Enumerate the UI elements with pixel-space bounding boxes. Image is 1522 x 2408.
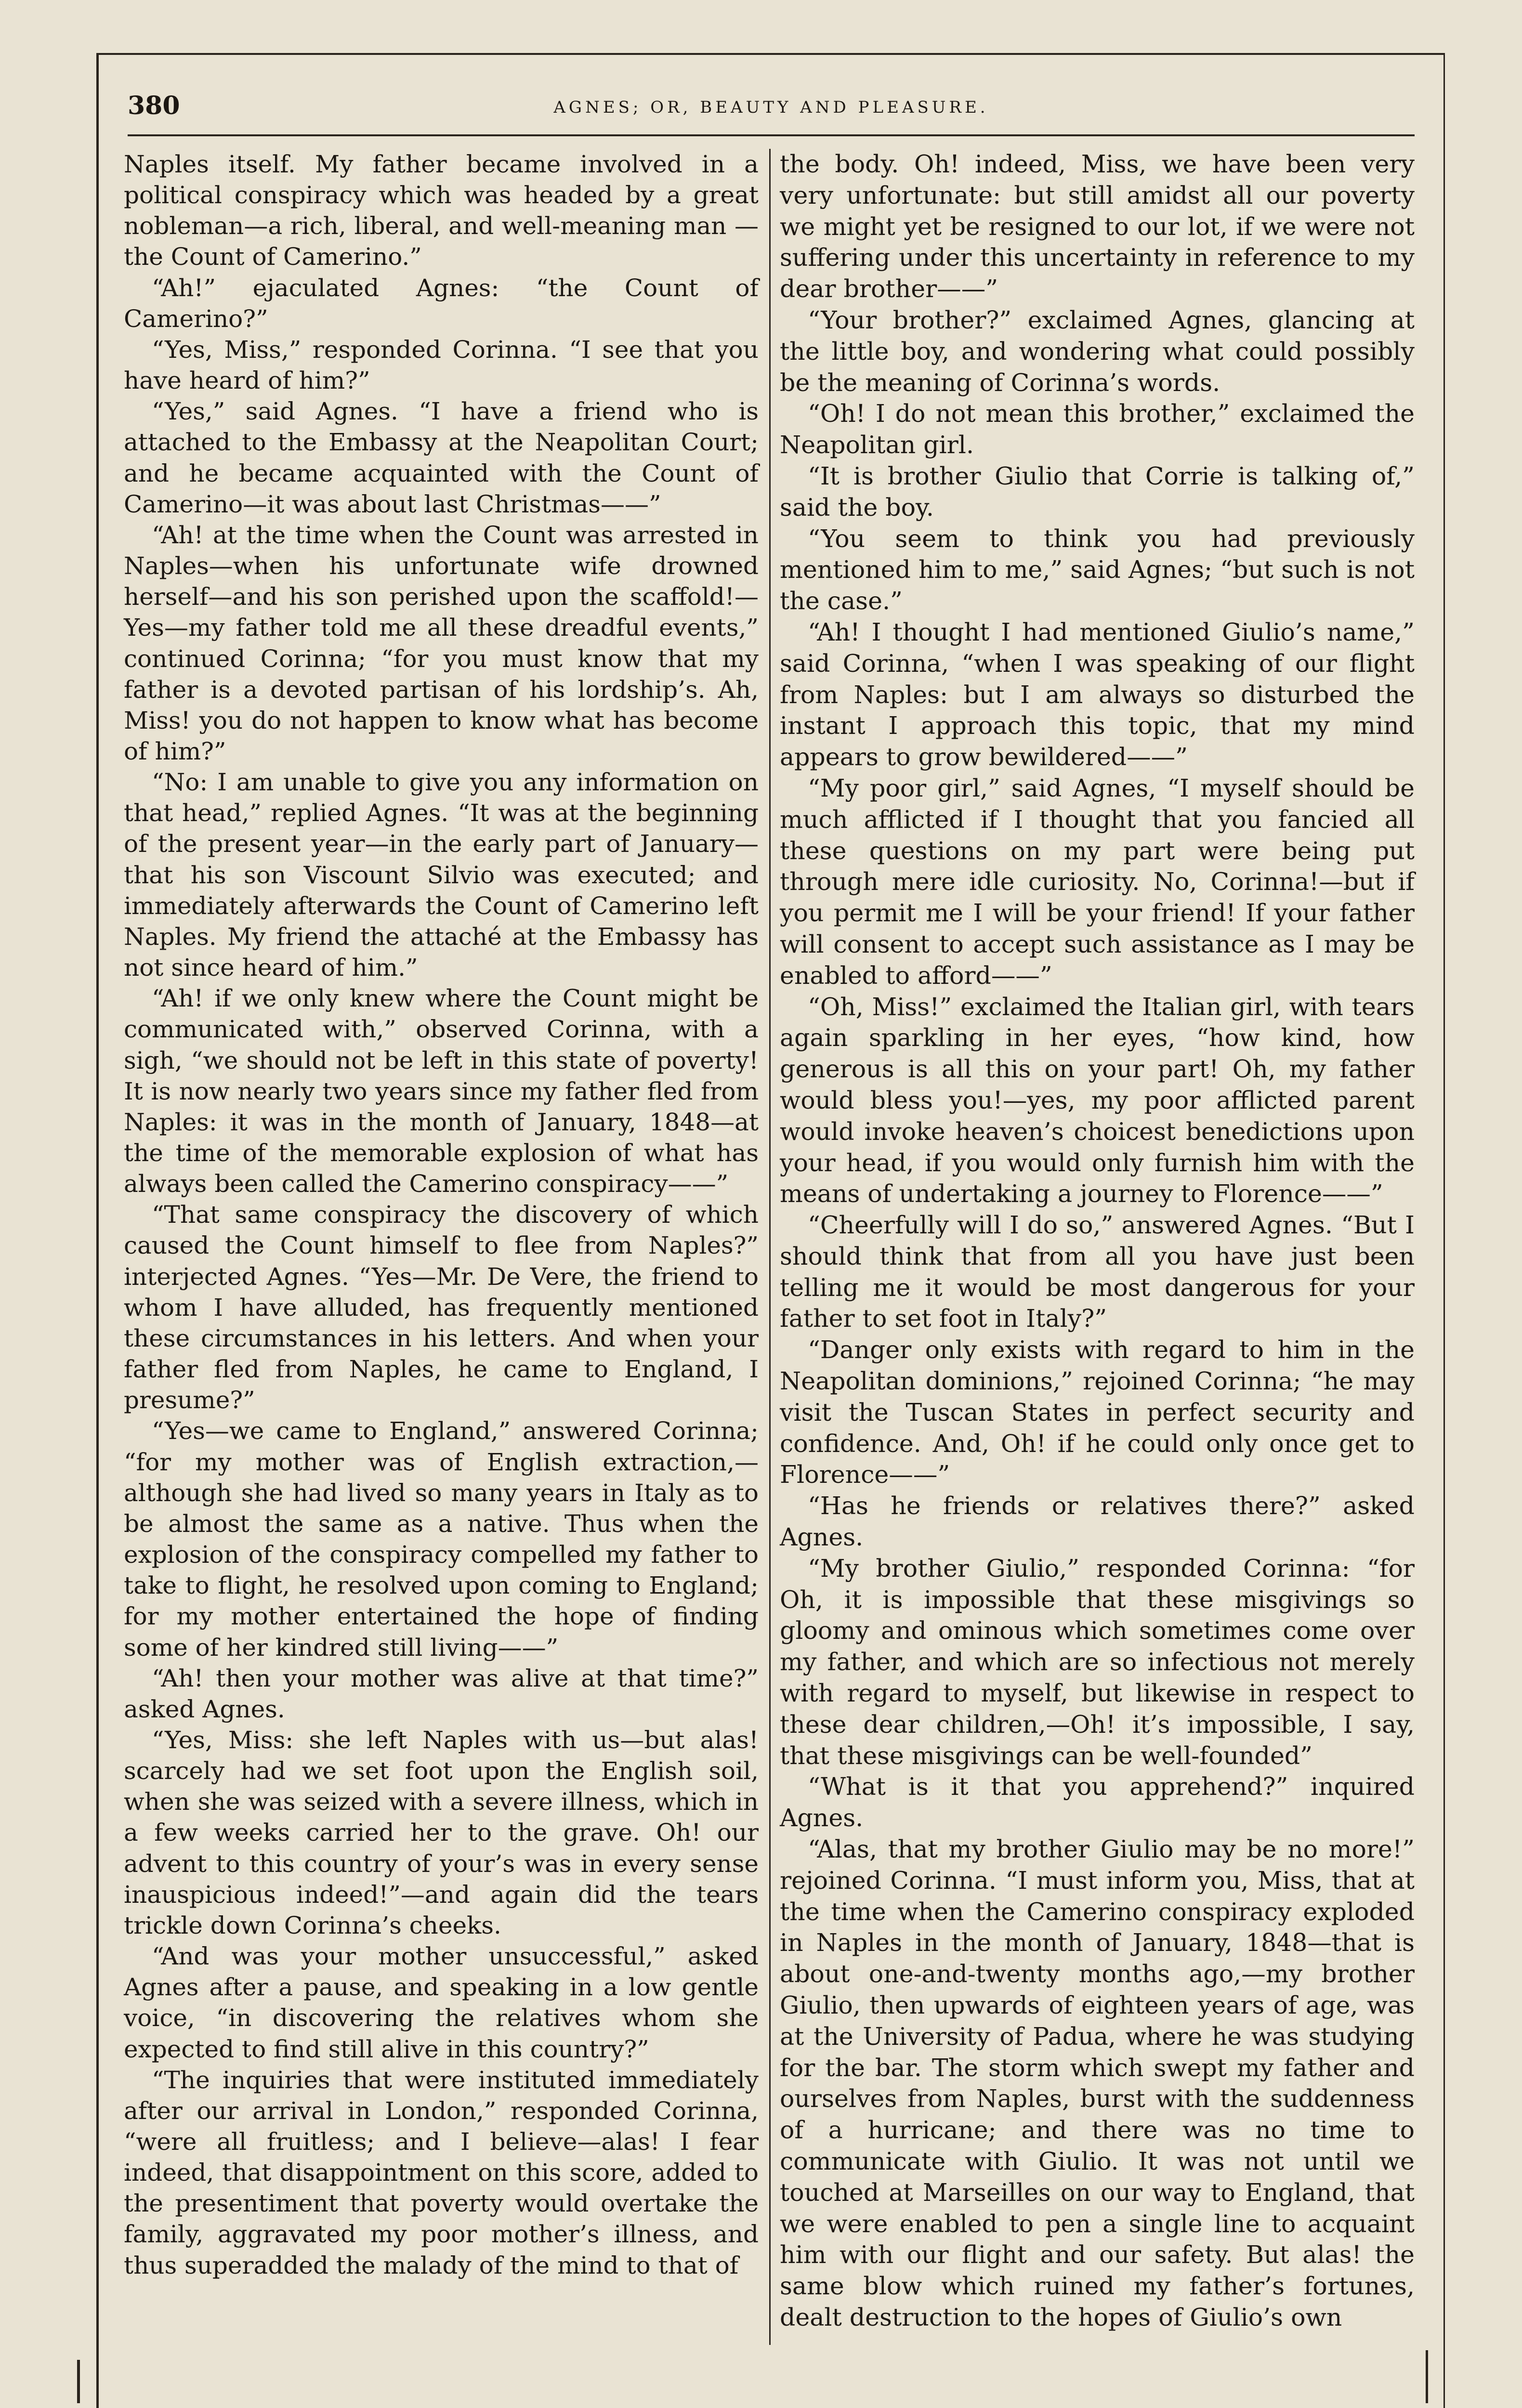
paragraph: “Ah! then your mother was alive at that time?” asked Agnes. xyxy=(124,1664,759,1723)
paragraph: “Danger only exists with regard to him in the Neapolitan dominions,” rejoined Corinna; “he may visit the Tuscan States in perfect security and confidence. And, Oh! if he could only once get to Florence——” xyxy=(780,1335,1415,1489)
paragraph: “That same conspiracy the discovery of which caused the Count himself to flee from Naples?” interjected Agnes. “Yes—Mr. De Vere, the friend to whom I have alluded, has frequently mentioned these circumstances in his letters. And when your father fled from Naples, he came to England, I presume?” xyxy=(124,1201,759,1414)
paragraph: “Yes,” said Agnes. “I have a friend who is attached to the Embassy at the Neapolitan Court; and he became acquainted with the Count of Camerino—it was about last Christmas——” xyxy=(124,397,759,518)
left-edge-mark xyxy=(77,2360,80,2403)
paragraph: “My poor girl,” said Agnes, “I myself should be much afflicted if I thought that you fancied all these questions on my part were being put through mere idle curiosity. No, Corinna!—but if you permit me I will be your friend! If your father will consent to accept such assistance as I may be enabled to afford——” xyxy=(780,773,1415,990)
paragraph: “Ah! I thought I had mentioned Giulio’s name,” said Corinna, “when I was speaking of our flight from Naples: but I am always so disturbed the instant I approach this topic, that my mind appears to grow bewildered——” xyxy=(780,617,1415,772)
paragraph: “Ah!” ejaculated Agnes: “the Count of Camerino?” xyxy=(124,274,759,333)
paragraph: “Cheerfully will I do so,” answered Agnes. “But I should think that from all you have just been telling me it would be most dangerous for your father to set foot in Italy?” xyxy=(780,1211,1415,1333)
paragraph: “Ah! if we only knew where the Count might be communicated with,” observed Corinna, with a sigh, “we should not be left in this state of poverty! It is now nearly two years since my father fled from Naples: it was in the month of January, 1848—at the time of the memorable explosion of what has always been called the Camerino conspiracy——” xyxy=(124,984,759,1198)
paragraph: “What is it that you apprehend?” inquired Agnes. xyxy=(780,1772,1415,1832)
column-divider xyxy=(769,149,771,2345)
paragraph: “Yes—we came to England,” answered Corinna; “for my mother was of English extraction,—although she had lived so many years in Italy as to be almost the same as a native. Thus when the explosion of the conspiracy compelled my father to take to flight, he resolved upon coming to England; for my mother entertained the hope of finding some of her kindred still living——” xyxy=(124,1417,759,1662)
paragraph: “The inquiries that were instituted immediately after our arrival in London,” responded Corinna, “were all fruitless; and I believe—alas! I fear indeed, that disappointment on this score, added to the presentiment that poverty would overtake the family, aggravated my poor mother’s illness, and thus superadded the malady of the mind to that of xyxy=(124,2066,759,2279)
paragraph: “Has he friends or relatives there?” asked Agnes. xyxy=(780,1492,1415,1552)
paragraph: “And was your mother unsuccessful,” asked Agnes after a pause, and speaking in a low gentle voice, “in discovering the relatives whom she expected to find still alive in this country?” xyxy=(124,1942,759,2063)
right-edge-mark xyxy=(1426,2350,1428,2403)
paragraph: “Oh, Miss!” exclaimed the Italian girl, with tears again sparkling in her eyes, “how kind, how generous is all this on your part! Oh, my father would bless you!—yes, my poor afflicted parent would invoke heaven’s choicest benedictions upon your head, if you would only furnish him with the means of undertaking a journey to Florence——” xyxy=(780,992,1415,1208)
paragraph: “No: I am unable to give you any information on that head,” replied Agnes. “It was at the beginning of the present year—in the early part of January—that his son Viscount Silvio was executed; and immediately afterwards the Count of Camerino left Naples. My friend the attaché at the Embassy has not since heard of him.” xyxy=(124,768,759,982)
paragraph: “Ah! at the time when the Count was arrested in Naples—when his unfortunate wife drowned herself—and his son perished upon the scaffold!—Yes—my father told me all these dreadful events,” continued Corinna; “for you must know that my father is a devoted partisan of his lordship’s. Ah, Miss! you do not happen to know what has become of him?” xyxy=(124,521,759,765)
paragraph: “Oh! I do not mean this brother,” exclaimed the Neapolitan girl. xyxy=(780,399,1415,459)
page-frame xyxy=(96,53,1445,2408)
paragraph: “Yes, Miss,” responded Corinna. “I see that you have heard of him?” xyxy=(124,335,759,395)
paragraph: “It is brother Giulio that Corrie is talking of,” said the boy. xyxy=(780,461,1415,522)
paragraph: “Alas, that my brother Giulio may be no more!” rejoined Corinna. “I must inform you, Miss, that at the time when the Camerino conspiracy exploded in Naples in the month of January, 1848—that is about one-and-twenty months ago,—my brother Giulio, then upwards of eighteen years of age, was at the University of Padua, where he was studying for the bar. The storm which swept my father and ourselves from Naples, burst with the suddenness of a hurricane; and there was no time to communicate with Giulio. It was not until we touched at Marseilles on our way to England, that we were enabled to pen a single line to acquaint him with our flight and our safety. But alas! the same blow which ruined my father’s fortunes, dealt destruction to the hopes of Giulio’s own xyxy=(780,1835,1415,2331)
paragraph: “You seem to think you had previously mentioned him to me,” said Agnes; “but such is not the case.” xyxy=(780,524,1415,615)
paragraph: “My brother Giulio,” responded Corinna: “for Oh, it is impossible that these misgivings so gloomy and ominous which sometimes come over my father, and which are so infectious not merely with regard to myself, but likewise in respect to these dear children,—Oh! it’s impossible, I say, that these misgivings can be well-founded” xyxy=(780,1554,1415,1770)
paragraph: Naples itself. My father became involved in a political conspiracy which was headed by a great nobleman—a rich, liberal, and well-meaning man —the Count of Camerino.” xyxy=(124,150,759,271)
running-head: AGNES; OR, BEAUTY AND PLEASURE. xyxy=(553,98,989,117)
paragraph: the body. Oh! indeed, Miss, we have been very very unfortunate: but still amidst all our poverty we might yet be resigned to our lot, if we were not suffering under this uncertainty in reference to my dear brother——” xyxy=(780,150,1415,303)
page-number: 380 xyxy=(128,91,180,120)
left-column xyxy=(124,149,759,2281)
page-header xyxy=(128,81,1415,136)
paragraph: “Your brother?” exclaimed Agnes, glancing at the little boy, and wondering what could possibly be the meaning of Corinna’s words. xyxy=(780,305,1415,397)
paragraph: “Yes, Miss: she left Naples with us—but alas! scarcely had we set foot upon the English soil, when she was seized with a severe illness, which in a few weeks carried her to the grave. Oh! our advent to this country of your’s was in every sense inauspicious indeed!”—and again did the tears trickle down Corinna’s cheeks. xyxy=(124,1726,759,1939)
right-column xyxy=(780,149,1415,2333)
